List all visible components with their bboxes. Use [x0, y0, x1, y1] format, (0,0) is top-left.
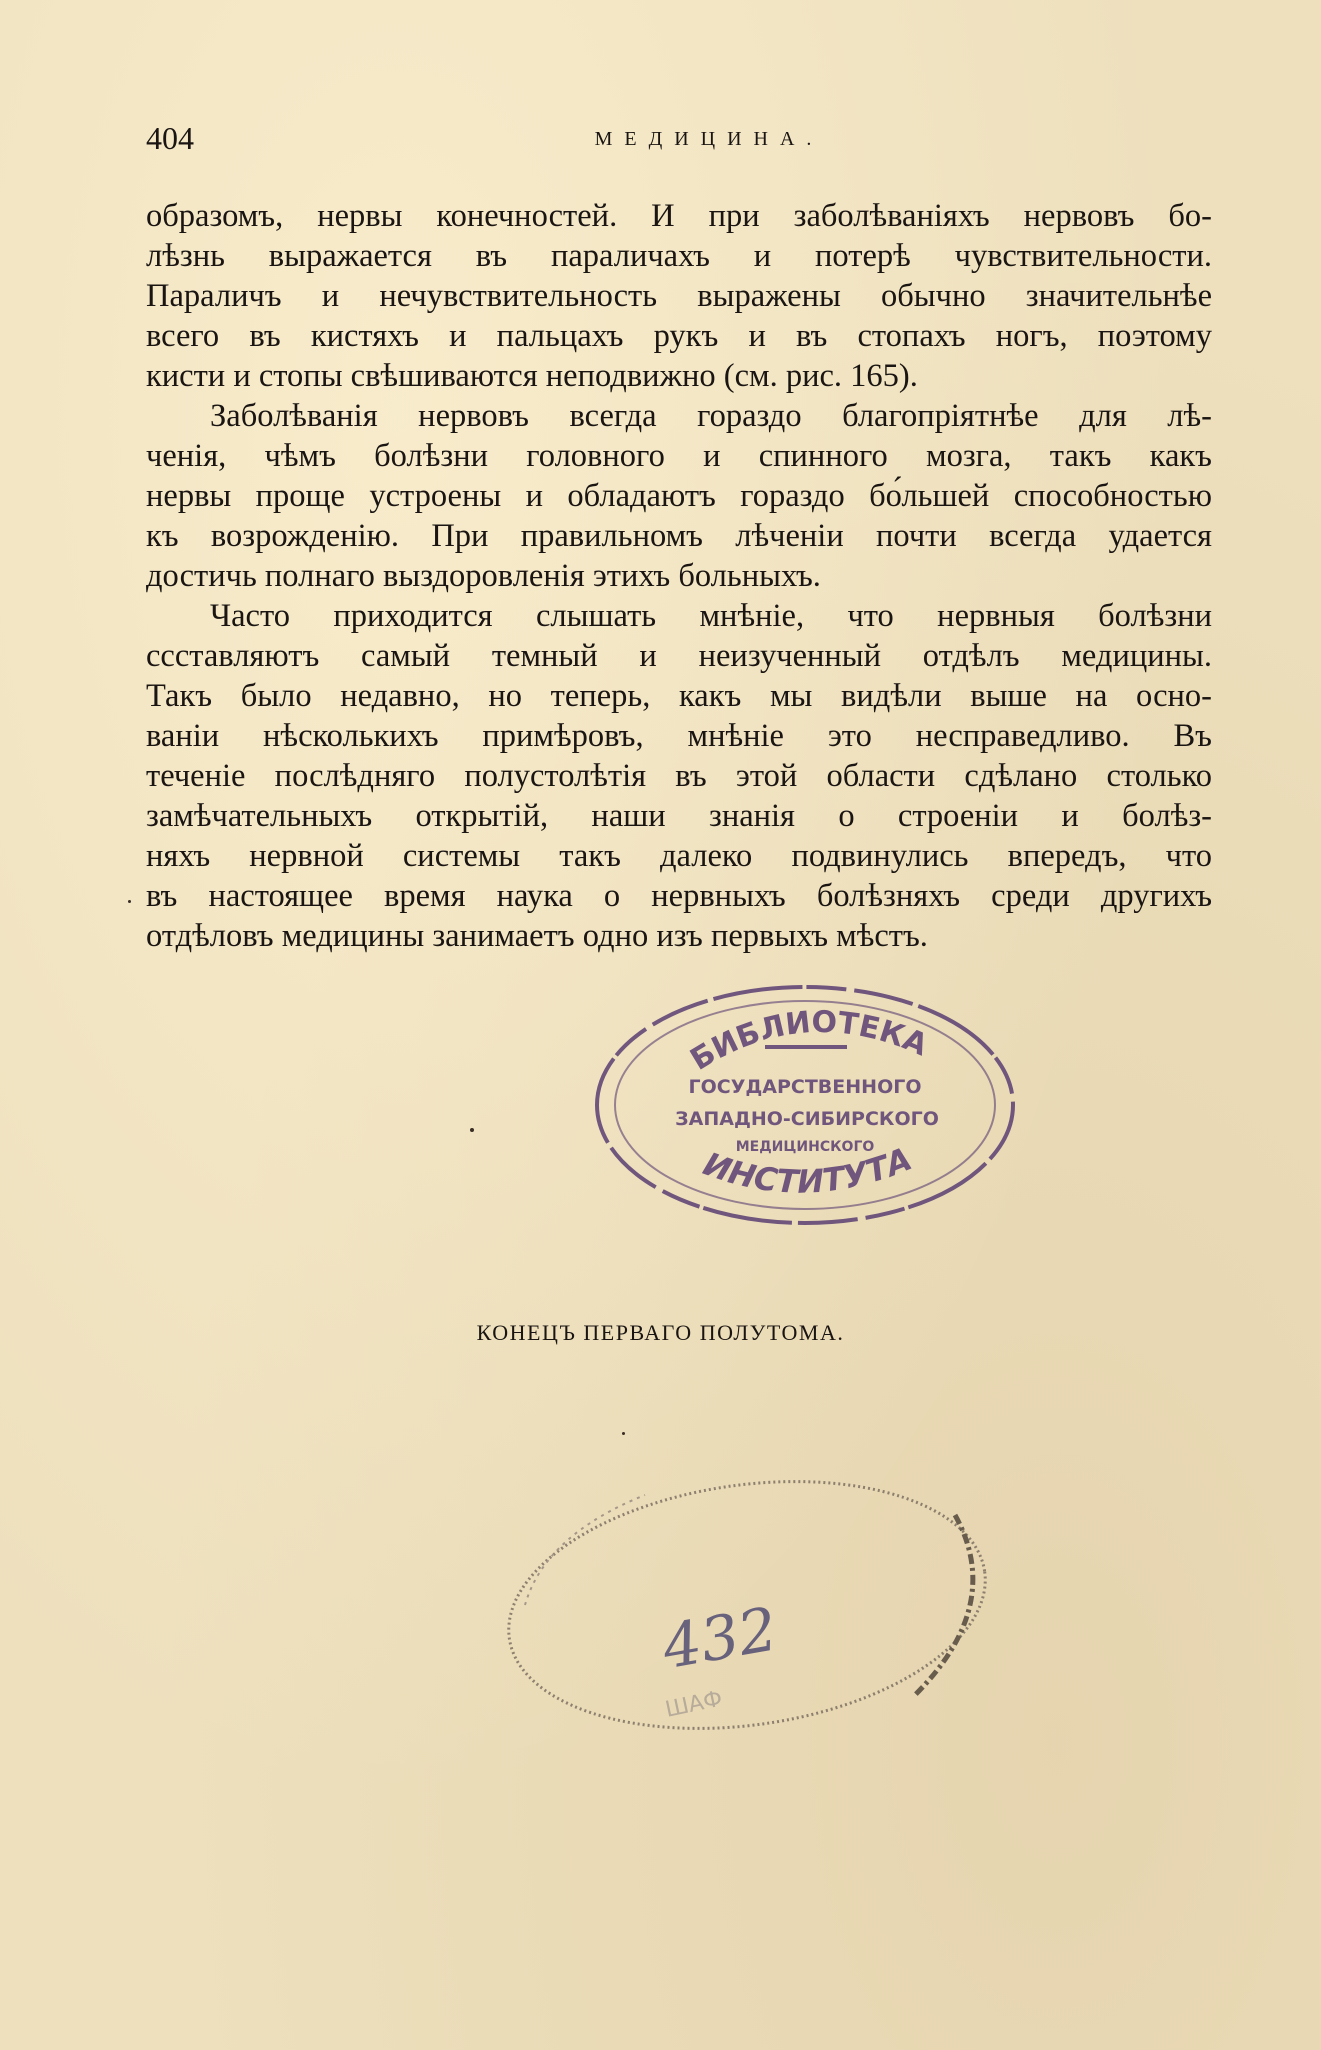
text-line: Часто приходится слышать мнѣніе, что нервныя болѣзни	[210, 598, 1212, 634]
text-line: всего въ кистяхъ и пальцахъ рукъ и въ стопахъ ногъ, поэтому	[146, 318, 1212, 354]
handwritten-inventory-number: 432	[657, 1594, 783, 1684]
text-line: лѣзнь выражается въ параличахъ и потерѣ чувствительности.	[146, 238, 1212, 274]
text-line: Такъ было недавно, но теперь, какъ мы видѣли выше на осно-	[146, 678, 1212, 714]
paragraph-3	[146, 596, 1212, 956]
print-speck	[128, 900, 131, 903]
text-line: ченія, чѣмъ болѣзни головного и спинного мозга, такъ какъ	[146, 438, 1212, 474]
running-head: МЕДИЦИНА.	[594, 128, 824, 150]
text-line: няхъ нервной системы такъ далеко подвинулись впередъ, что	[146, 838, 1212, 874]
print-speck	[470, 1128, 474, 1132]
library-stamp	[585, 975, 1025, 1240]
body-text	[146, 196, 1212, 956]
stamp-line-2: ГОСУДАРСТВЕННОГО	[688, 1076, 922, 1098]
text-line: ссставляютъ самый темный и неизученный отдѣлъ медицины.	[146, 638, 1212, 674]
text-line: Заболѣванія нервовъ всегда гораздо благопріятнѣе для лѣ-	[210, 398, 1212, 434]
text-line: въ настоящее время наука о нервныхъ болѣзняхъ среди другихъ	[146, 878, 1212, 914]
text-line: нервы проще устроены и обладаютъ гораздо бо́льшей способностью	[146, 478, 1212, 514]
print-speck	[622, 1432, 625, 1435]
text-line: Параличъ и нечувствительность выражены обычно значительнѣе	[146, 278, 1212, 314]
stamp-line-5: ИНСТИТУТА	[698, 1139, 917, 1201]
stamp-line-1: БИБЛИОТЕКА	[684, 1004, 933, 1078]
text-line: кисти и стопы свѣшиваются неподвижно (см. рис. 165).	[146, 358, 918, 394]
paragraph-2	[146, 396, 1212, 596]
text-line: теченіе послѣдняго полустолѣтія въ этой области сдѣлано столько	[146, 758, 1212, 794]
stamp-line-3: ЗАПАДНО-СИБИРСКОГО	[675, 1108, 939, 1130]
page-number: 404	[146, 120, 194, 156]
page-header	[146, 118, 1212, 158]
inventory-stamp	[485, 1455, 1005, 1745]
stamp-line-4: МЕДИЦИНСКОГО	[735, 1139, 875, 1155]
text-line: достичь полнаго выздоровленія этихъ больныхъ.	[146, 558, 821, 594]
inventory-stamp-faint-text: ШАФ	[663, 1686, 725, 1723]
text-line: замѣчательныхъ открытій, наши знанія о строеніи и болѣз-	[146, 798, 1212, 834]
text-line: образомъ, нервы конечностей. И при заболѣваніяхъ нервовъ бо-	[146, 198, 1212, 234]
paragraph-1	[146, 196, 1212, 396]
text-line: къ возрожденію. При правильномъ лѣченіи почти всегда удается	[146, 518, 1212, 554]
text-line: ваніи нѣсколькихъ примѣровъ, мнѣніе это несправедливо. Въ	[146, 718, 1212, 754]
text-line: отдѣловъ медицины занимаетъ одно изъ первыхъ мѣстъ.	[146, 918, 928, 954]
end-of-volume-title: КОНЕЦЪ ПЕРВАГО ПОЛУТОМА.	[476, 1320, 845, 1345]
